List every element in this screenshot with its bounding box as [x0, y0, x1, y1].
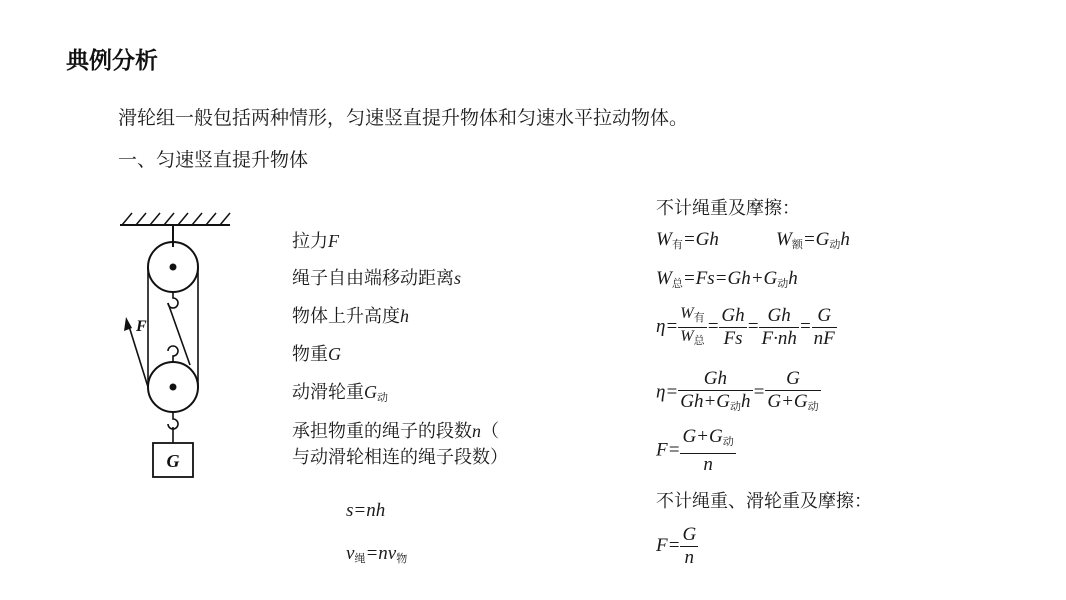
relation-v: $v_绳=nv_物$: [346, 543, 408, 565]
ceiling-hatch: [122, 213, 230, 225]
case-heading: 一、匀速竖直提升物体: [118, 149, 309, 171]
condition-1: 不计绳重及摩擦：: [656, 198, 800, 219]
pulley-diagram: [110, 205, 240, 485]
formula-eta-2: η= $\frac{Gh}{Gh+G_动h}$ = $\frac{G}{G+G_动}$: [656, 368, 821, 418]
F1-frac: $\frac{G+G_动}{n}$: [682, 426, 734, 475]
intro-text: 滑轮组一般包括两种情形，匀速竖直提升物体和匀速水平拉动物体。: [118, 107, 689, 129]
weight-label: G: [166, 451, 180, 471]
movable-top-hook: [168, 346, 178, 362]
formula-w-useful: $W_有=Gh$: [656, 229, 719, 251]
eta2-frac-2: $\frac{G}{G+G_动}$: [767, 368, 819, 413]
formula-F-2: F= $\frac{G}{n}$: [656, 524, 697, 568]
eta2-frac-1: $\frac{Gh}{Gh+G_动h}$: [680, 368, 751, 413]
condition-2: 不计绳重、滑轮重及摩擦：: [656, 491, 872, 512]
var-pulley-weight: 动滑轮重$G_动$: [292, 382, 388, 404]
page-title: 典例分析: [66, 48, 158, 74]
formula-w-total: $W_总=Fs=Gh+G_动h$: [656, 268, 798, 290]
var-weight: 物重G: [292, 344, 341, 365]
formula-w-extra: $W_额=G_动h$: [776, 229, 850, 251]
force-arrow-head: [124, 317, 132, 331]
var-segments-note: 与动滑轮相连的绳子段数）: [292, 447, 508, 468]
eta1-frac-3: $\frac{Gh}{F\cdot nh}$: [761, 305, 797, 349]
eta1-frac-2: $\frac{Gh}{Fs}$: [721, 305, 745, 349]
relation-s: s=nh: [346, 500, 386, 521]
rope-middle: [168, 303, 190, 365]
var-height: 物体上升高度h: [292, 306, 409, 327]
F2-frac: $\frac{G}{n}$: [682, 524, 697, 568]
var-pull: 拉力F: [292, 231, 339, 252]
movable-bottom-hook: [168, 412, 178, 429]
eta1-frac-4: $\frac{G}{nF}$: [813, 305, 835, 349]
eta1-frac-1: $\frac{W_有}{W_总}$: [680, 305, 705, 347]
force-label: F: [136, 318, 147, 335]
formula-eta-1: η= $\frac{W_有}{W_总}$ = $\frac{Gh}{Fs}$ = $\frac{Gh}{F\cdot nh}$ = $\frac{G}{nF}$: [656, 305, 835, 349]
var-distance: 绳子自由端移动距离s: [292, 268, 462, 289]
formula-F-1: F= $\frac{G+G_动}{n}$: [656, 426, 734, 475]
var-segments: 承担物重的绳子的段数n（: [292, 421, 499, 442]
